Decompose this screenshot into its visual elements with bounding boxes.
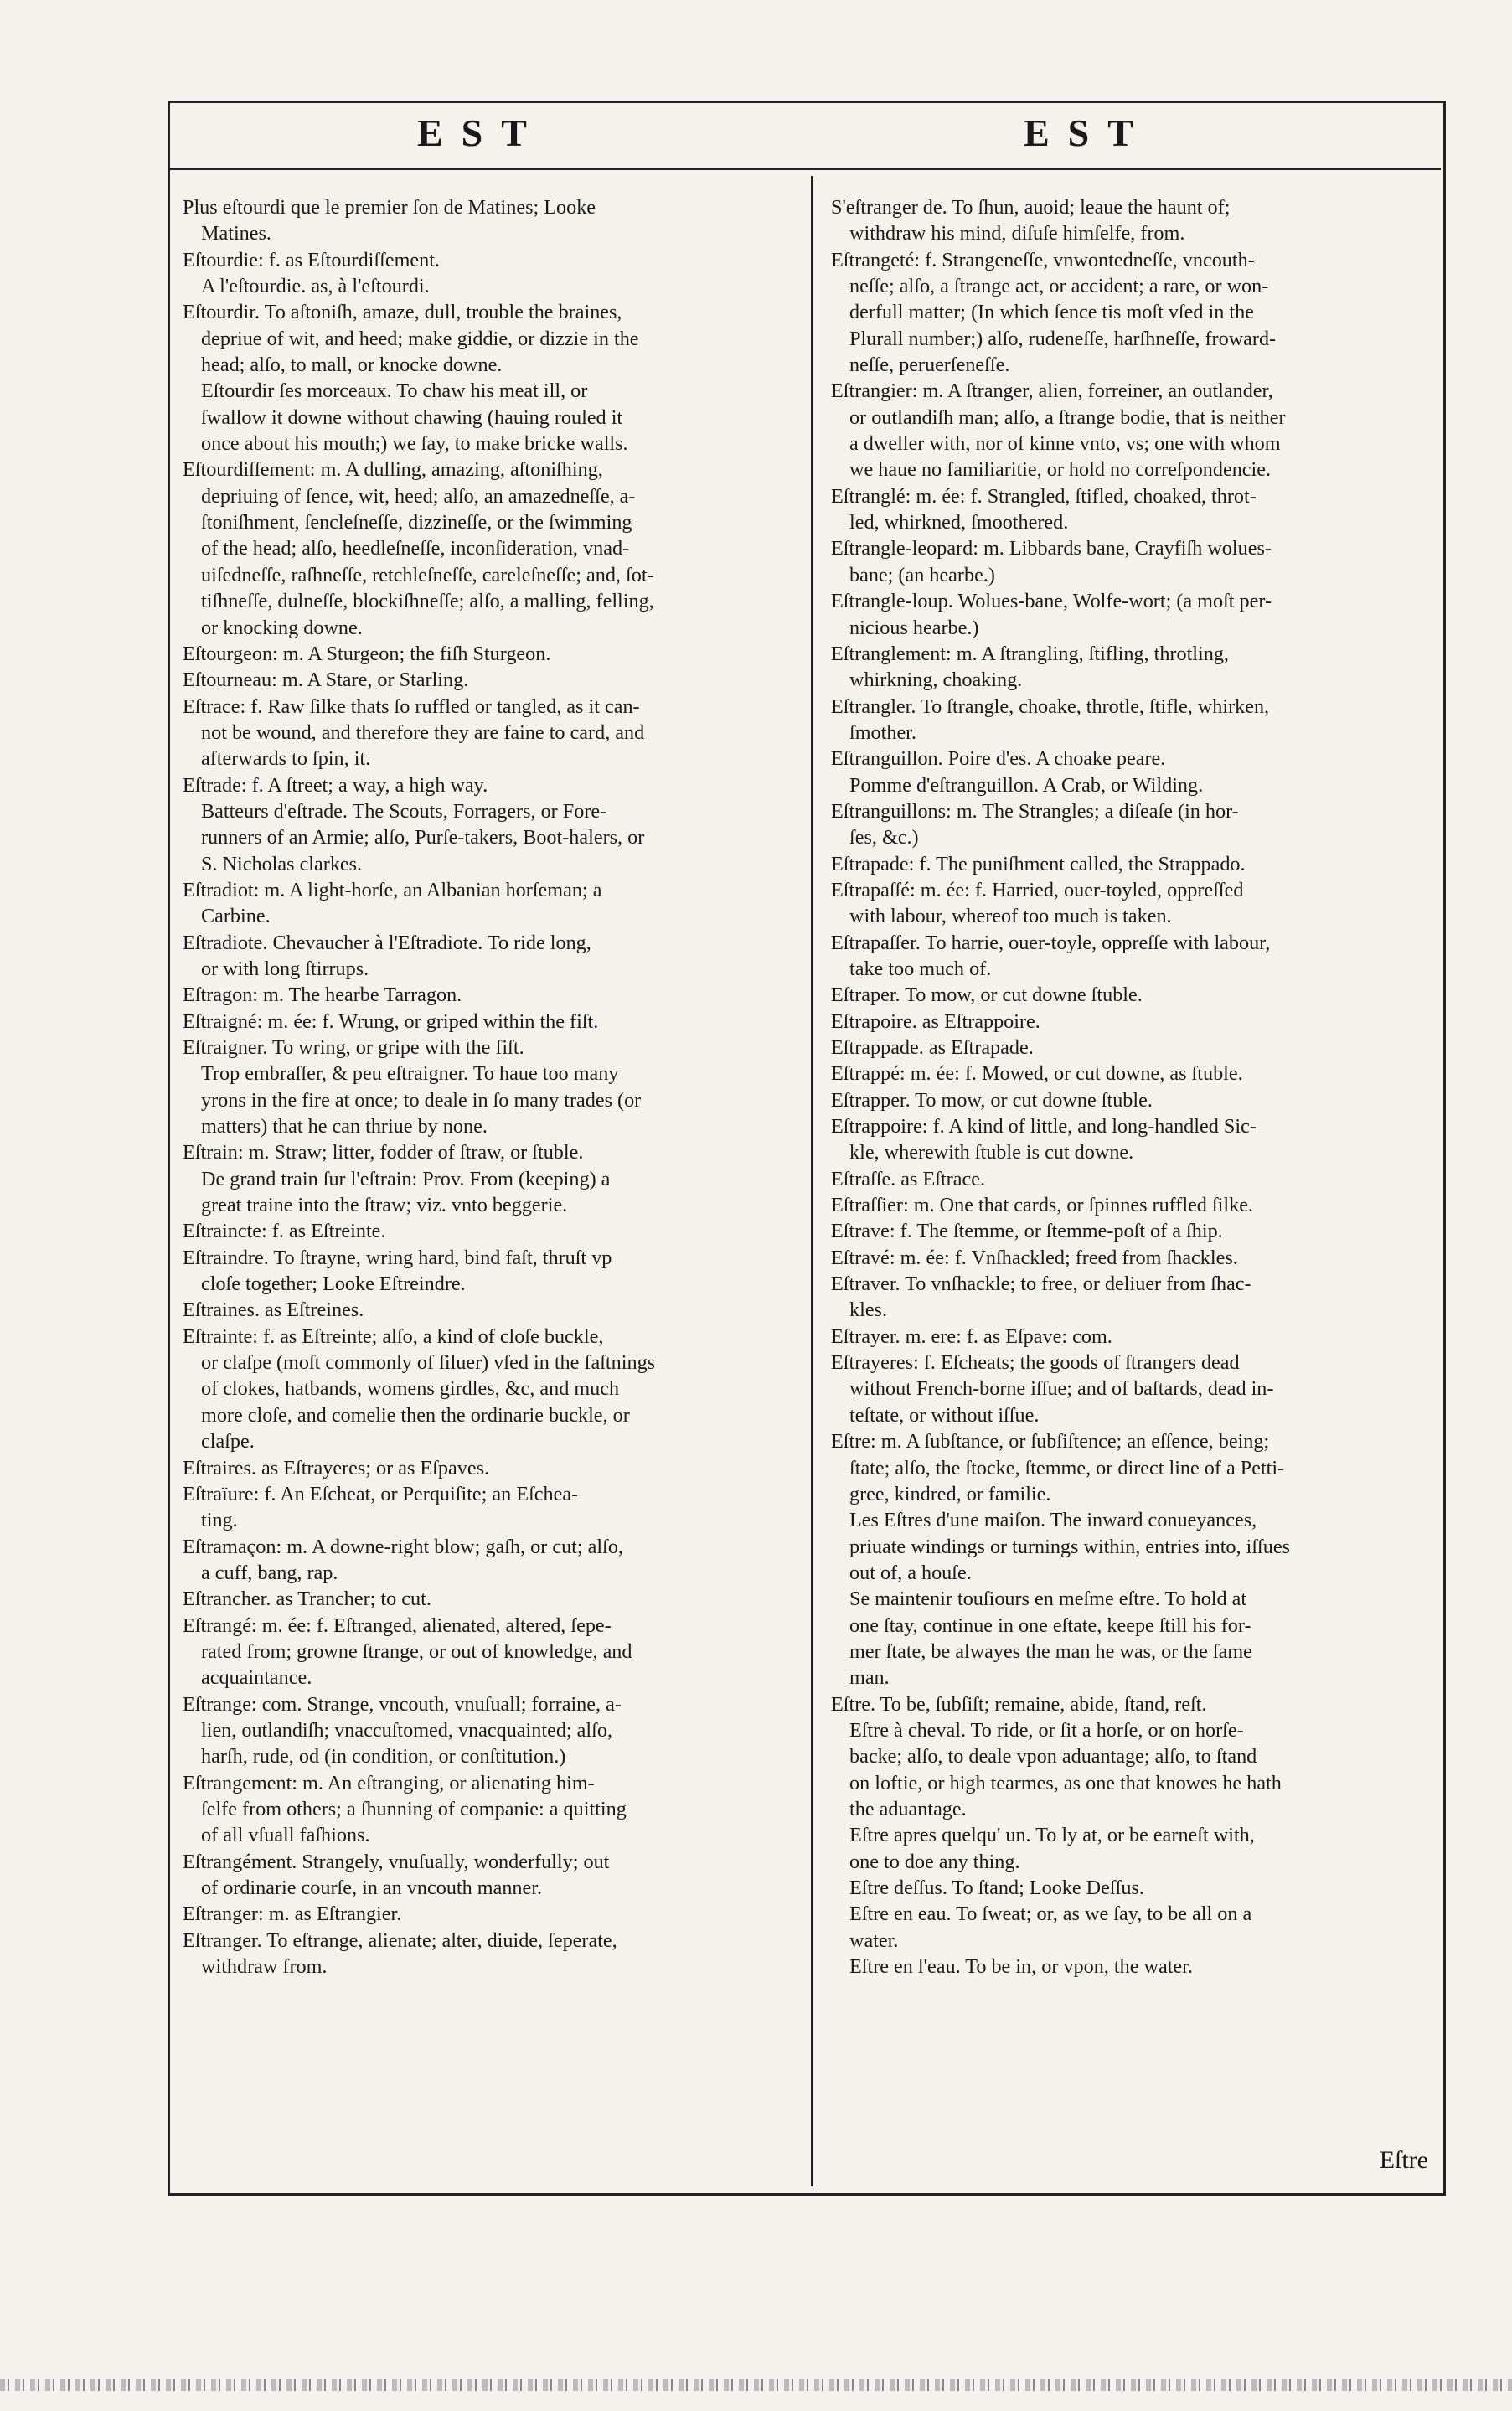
dictionary-line: Eſtrangeté: f. Strangeneſſe, vnwontedneſſe, vncouth- (831, 248, 1255, 271)
dictionary-line: nicious hearbe.) (849, 616, 979, 639)
dictionary-line: take too much of. (849, 957, 992, 980)
dictionary-line: or knocking downe. (201, 616, 363, 639)
dictionary-line: Eſtrayeres: f. Eſcheats; the goods of ſtrangers dead (831, 1351, 1240, 1375)
dictionary-line: yrons in the fire at once; to deale in ſo many trades (or (201, 1088, 642, 1112)
dictionary-line: Eſtraindre. To ſtrayne, wring hard, bind faſt, thruſt vp (183, 1246, 612, 1269)
dictionary-line: one to doe any thing. (849, 1850, 1020, 1873)
dictionary-line: teſtate, or without iſſue. (849, 1403, 1040, 1427)
dictionary-line: the aduantage. (849, 1797, 967, 1820)
dictionary-line: ſwallow it downe without chawing (hauing rouled it (201, 405, 623, 429)
dictionary-line: Eſtragon: m. The hearbe Tarragon. (183, 984, 462, 1007)
dictionary-line: afterwards to ſpin, it. (201, 747, 371, 771)
dictionary-line: or with long ſtirrups. (201, 957, 369, 980)
dictionary-line: or outlandiſh man; alſo, a ſtrange bodie, that is neither (849, 405, 1286, 429)
dictionary-line: Eſtrancher. as Trancher; to cut. (183, 1588, 431, 1611)
dictionary-line: Eſtradiot: m. A light-horſe, an Albanian horſeman; a (183, 878, 602, 901)
dictionary-line: Eſtrappoire: f. A kind of little, and long-handled Sic- (831, 1115, 1257, 1138)
dictionary-line: Eſtrave: f. The ſtemme, or ſtemme-poſt of a ſhip. (831, 1220, 1223, 1243)
dictionary-line: of clokes, hatbands, womens girdles, &c, and much (201, 1377, 620, 1401)
dictionary-line: ſes, &c.) (849, 826, 919, 849)
dictionary-line: Trop embraſſer, & peu eſtraigner. To haue too many (201, 1062, 619, 1086)
dictionary-line: backe; alſo, to deale vpon aduantage; alſo, to ſtand (849, 1745, 1257, 1768)
dictionary-line: harſh, rude, od (in condition, or conſtitution.) (201, 1745, 566, 1768)
dictionary-line: one ſtay, continue in one eſtate, keepe ſtill his for- (849, 1613, 1251, 1637)
dictionary-line: Eſtrangler. To ſtrangle, choake, throtle, ſtifle, whirken, (831, 694, 1270, 718)
dictionary-line: Plurall number;) alſo, rudeneſſe, harſhneſſe, froward- (849, 327, 1277, 350)
dictionary-line: Eſtranger. To eſtrange, alienate; alter, diuide, ſeperate, (183, 1928, 617, 1952)
dictionary-line: or claſpe (moſt commonly of ſiluer) vſed in the faſtnings (201, 1351, 656, 1375)
header-rule (170, 168, 1441, 170)
dictionary-line: tiſhneſſe, dulneſſe, blockiſhneſſe; alſo, a malling, felling, (201, 590, 654, 613)
dictionary-line: Eſtre à cheval. To ride, or ſit a horſe, or on horſe- (849, 1718, 1244, 1742)
dictionary-line: Eſtre deſſus. To ſtand; Looke Deſſus. (849, 1877, 1144, 1899)
dictionary-line: whirkning, choaking. (849, 669, 1023, 692)
dictionary-line: Eſtre en eau. To ſweat; or, as we ſay, to be all on a (849, 1902, 1252, 1926)
dictionary-line: led, whirkned, ſmoothered. (849, 511, 1069, 534)
dictionary-line: Eſtourdir. To aſtoniſh, amaze, dull, trouble the braines, (183, 301, 622, 324)
dictionary-line: ting. (201, 1509, 238, 1532)
dictionary-line: depriue of wit, and heed; make giddie, or dizzie in the (201, 327, 639, 350)
dictionary-line: rated from; growne ſtrange, or out of knowledge, and (201, 1639, 632, 1663)
dictionary-line: Eſtre. To be, ſubſiſt; remaine, abide, ſtand, reſt. (831, 1692, 1207, 1716)
dictionary-line: Matines. (201, 222, 271, 245)
dictionary-line: withdraw his mind, diſuſe himſelfe, from. (849, 222, 1185, 245)
dictionary-line: cloſe together; Looke Eſtreindre. (201, 1273, 466, 1296)
dictionary-line: derfull matter; (In which ſence tis moſt vſed in the (849, 301, 1254, 324)
dictionary-line: of all vſuall faſhions. (201, 1824, 370, 1847)
dictionary-line: Pomme d'eſtranguillon. A Crab, or Wilding. (849, 773, 1204, 797)
dictionary-line: Eſtrange: com. Strange, vncouth, vnuſuall; forraine, a- (183, 1692, 622, 1716)
catchword: Eſtre (1379, 2146, 1428, 2174)
dictionary-line: depriuing of ſence, wit, heed; alſo, an amazedneſſe, a- (201, 484, 636, 508)
dictionary-line: without French-borne iſſue; and of baſtards, dead in- (849, 1377, 1274, 1401)
dictionary-line: Eſtrainte: f. as Eſtreinte; alſo, a kind of cloſe buckle, (183, 1324, 604, 1348)
left-column (183, 194, 802, 1980)
scan-edge (0, 2379, 1512, 2391)
dictionary-line: ſelfe from others; a ſhunning of companie: a quitting (201, 1797, 627, 1820)
dictionary-line: Eſtrangle-leopard: m. Libbards bane, Crayfiſh wolues- (831, 537, 1272, 560)
dictionary-line: a dweller with, nor of kinne vnto, vs; one with whom (849, 432, 1281, 456)
dictionary-line: Eſtraincte: f. as Eſtreinte. (183, 1220, 386, 1243)
dictionary-line: De grand train ſur l'eſtrain: Prov. From (keeping) a (201, 1167, 611, 1190)
dictionary-line: claſpe. (201, 1430, 255, 1453)
dictionary-line: Eſtranguillon. Poire d'es. A choake peare. (831, 747, 1166, 771)
dictionary-line: neſſe, peruerſeneſſe. (849, 354, 1010, 377)
dictionary-line: Eſtravé: m. ée: f. Vnſhackled; freed from ſhackles. (831, 1246, 1238, 1269)
dictionary-line: Eſtraver. To vnſhackle; to free, or deliuer from ſhac- (831, 1273, 1251, 1296)
dictionary-line: out of, a houſe. (849, 1561, 972, 1584)
dictionary-line: Eſtrapoire. as Eſtrappoire. (831, 1009, 1040, 1033)
dictionary-line: Eſtrangément. Strangely, vnuſually, wonderfully; out (183, 1850, 610, 1873)
dictionary-line: Eſtranguillons: m. The Strangles; a diſeaſe (in hor- (831, 799, 1239, 823)
running-head-right: EST (1024, 111, 1152, 154)
dictionary-line: ſmother. (849, 720, 916, 744)
dictionary-line: a cuff, bang, rap. (201, 1561, 338, 1584)
dictionary-line: Eſtraigné: m. ée: f. Wrung, or griped within the fiſt. (183, 1009, 599, 1033)
dictionary-line: Eſtre en l'eau. To be in, or vpon, the water. (849, 1955, 1193, 1979)
dictionary-line: bane; (an hearbe.) (849, 563, 995, 586)
dictionary-line: S'eſtranger de. To ſhun, auoid; leaue the haunt of; (831, 196, 1231, 219)
dictionary-line: kle, wherewith ſtuble is cut downe. (849, 1141, 1134, 1164)
dictionary-line: Eſtranglement: m. A ſtrangling, ſtifling, throtling, (831, 642, 1229, 665)
dictionary-line: Eſtre apres quelqu' un. To ly at, or be earneſt with, (849, 1824, 1255, 1847)
dictionary-line: with labour, whereof too much is taken. (849, 905, 1172, 928)
dictionary-line: head; alſo, to mall, or knocke downe. (201, 354, 503, 377)
column-divider (811, 176, 813, 2186)
dictionary-line: Eſtramaçon: m. A downe-right blow; gaſh, or cut; alſo, (183, 1535, 623, 1558)
dictionary-line: Eſtrangier: m. A ſtranger, alien, forreiner, an outlander, (831, 379, 1273, 403)
dictionary-line: withdraw from. (201, 1955, 328, 1979)
dictionary-line: ſtoniſhment, ſencleſneſſe, dizzineſſe, or the ſwimming (201, 511, 632, 534)
dictionary-line: Eſtourneau: m. A Stare, or Starling. (183, 669, 469, 692)
dictionary-line: Eſtrappade. as Eſtrapade. (831, 1036, 1034, 1059)
dictionary-line: Eſtourgeon: m. A Sturgeon; the fiſh Sturgeon. (183, 642, 551, 665)
dictionary-line: Eſtourdiſſement: m. A dulling, amazing, aſtoniſhing, (183, 458, 603, 482)
dictionary-line: Plus eſtourdi que le premier ſon de Matines; Looke (183, 196, 596, 219)
dictionary-line: priuate windings or turnings within, entries into, iſſues (849, 1535, 1291, 1558)
dictionary-line: of ordinarie courſe, in an vncouth manner. (201, 1877, 543, 1899)
running-head-left: EST (417, 111, 545, 154)
dictionary-line: Eſtraper. To mow, or cut downe ſtuble. (831, 984, 1143, 1007)
dictionary-line: Eſtrayer. m. ere: f. as Eſpave: com. (831, 1324, 1112, 1348)
dictionary-line: we haue no familiaritie, or hold no correſpondencie. (849, 458, 1272, 482)
dictionary-line: once about his mouth;) we ſay, to make bricke walls. (201, 432, 628, 456)
dictionary-line: mer ſtate, be alwayes the man he was, or the ſame (849, 1639, 1252, 1663)
dictionary-line: Batteurs d'eſtrade. The Scouts, Forragers, or Fore- (201, 799, 607, 823)
dictionary-line: of the head; alſo, heedleſneſſe, inconſideration, vnad- (201, 537, 630, 560)
dictionary-line: on loftie, or high tearmes, as one that knowes he hath (849, 1771, 1282, 1794)
dictionary-line: Eſtraſſier: m. One that cards, or ſpinnes ruffled ſilke. (831, 1194, 1253, 1217)
dictionary-line: neſſe; alſo, a ſtrange act, or accident; a rare, or won- (849, 275, 1269, 298)
dictionary-line: man. (849, 1666, 890, 1690)
dictionary-line: Eſtourdir ſes morceaux. To chaw his meat ill, or (201, 379, 588, 403)
dictionary-line: A l'eſtourdie. as, à l'eſtourdi. (201, 275, 430, 298)
dictionary-line: Eſtrace: f. Raw ſilke thats ſo ruffled or tangled, as it can- (183, 694, 640, 718)
dictionary-line: uiſedneſſe, raſhneſſe, retchleſneſſe, careleſneſſe; and, ſot- (201, 563, 654, 586)
dictionary-line: more cloſe, and comelie then the ordinarie buckle, or (201, 1403, 630, 1427)
dictionary-line: Eſtrapaſſé: m. ée: f. Harried, ouer-toyled, oppreſſed (831, 878, 1244, 901)
dictionary-line: Eſtrappé: m. ée: f. Mowed, or cut downe, as ſtuble. (831, 1062, 1243, 1086)
dictionary-line: water. (849, 1928, 899, 1952)
dictionary-line: Eſtradiote. Chevaucher à l'Eſtradiote. To ride long, (183, 931, 591, 954)
dictionary-line: Eſtre: m. A ſubſtance, or ſubſiſtence; an eſſence, being; (831, 1430, 1270, 1453)
dictionary-line: Eſtourdie: f. as Eſtourdiſſement. (183, 248, 440, 271)
dictionary-line: Eſtraſſe. as Eſtrace. (831, 1167, 985, 1190)
dictionary-line: Eſtraires. as Eſtrayeres; or as Eſpaves. (183, 1456, 490, 1479)
dictionary-line: lien, outlandiſh; vnaccuſtomed, vnacquainted; alſo, (201, 1718, 613, 1742)
dictionary-line: Carbine. (201, 905, 271, 928)
dictionary-line: Eſtrapade: f. The puniſhment called, the Strappado. (831, 852, 1246, 875)
dictionary-line: runners of an Armie; alſo, Purſe-takers, Boot-halers, or (201, 826, 645, 849)
dictionary-line: Eſtraigner. To wring, or gripe with the fiſt. (183, 1036, 524, 1059)
dictionary-line: gree, kindred, or familie. (849, 1482, 1051, 1505)
dictionary-line: Eſtranger: m. as Eſtrangier. (183, 1902, 402, 1926)
dictionary-line: Les Eſtres d'une maiſon. The inward conueyances, (849, 1509, 1257, 1532)
dictionary-line: Eſtraines. as Eſtreines. (183, 1298, 364, 1322)
dictionary-line: Eſtrangé: m. ée: f. Eſtranged, alienated, altered, ſepe- (183, 1613, 612, 1637)
dictionary-line: Eſtranglé: m. ée: f. Strangled, ſtifled, choaked, throt- (831, 484, 1257, 508)
dictionary-line: acquaintance. (201, 1666, 312, 1690)
dictionary-line: ſtate; alſo, the ſtocke, ſtemme, or direct line of a Petti- (849, 1456, 1285, 1479)
dictionary-line: matters) that he can thriue by none. (201, 1115, 488, 1138)
dictionary-line: Eſtrangement: m. An eſtranging, or alienating him- (183, 1771, 595, 1794)
dictionary-line: Eſtrain: m. Straw; litter, fodder of ſtraw, or ſtuble. (183, 1141, 584, 1164)
dictionary-line: Eſtrangle-loup. Wolues-bane, Wolfe-wort; (a moſt per- (831, 590, 1272, 613)
dictionary-line: kles. (849, 1298, 888, 1322)
dictionary-line: Eſtrapaſſer. To harrie, ouer-toyle, oppreſſe with labour, (831, 931, 1271, 954)
dictionary-line: S. Nicholas clarkes. (201, 852, 363, 875)
dictionary-line: Se maintenir touſiours en meſme eſtre. To hold at (849, 1588, 1247, 1611)
dictionary-line: Eſtrade: f. A ſtreet; a way, a high way. (183, 773, 488, 797)
dictionary-line: not be wound, and therefore they are faine to card, and (201, 720, 645, 744)
dictionary-line: great traine into the ſtraw; viz. vnto beggerie. (201, 1194, 568, 1217)
dictionary-line: Eſtrapper. To mow, or cut downe ſtuble. (831, 1088, 1153, 1112)
right-column (831, 194, 1451, 1980)
dictionary-line: Eſtraïure: f. An Eſcheat, or Perquiſite; an Eſchea- (183, 1482, 579, 1505)
